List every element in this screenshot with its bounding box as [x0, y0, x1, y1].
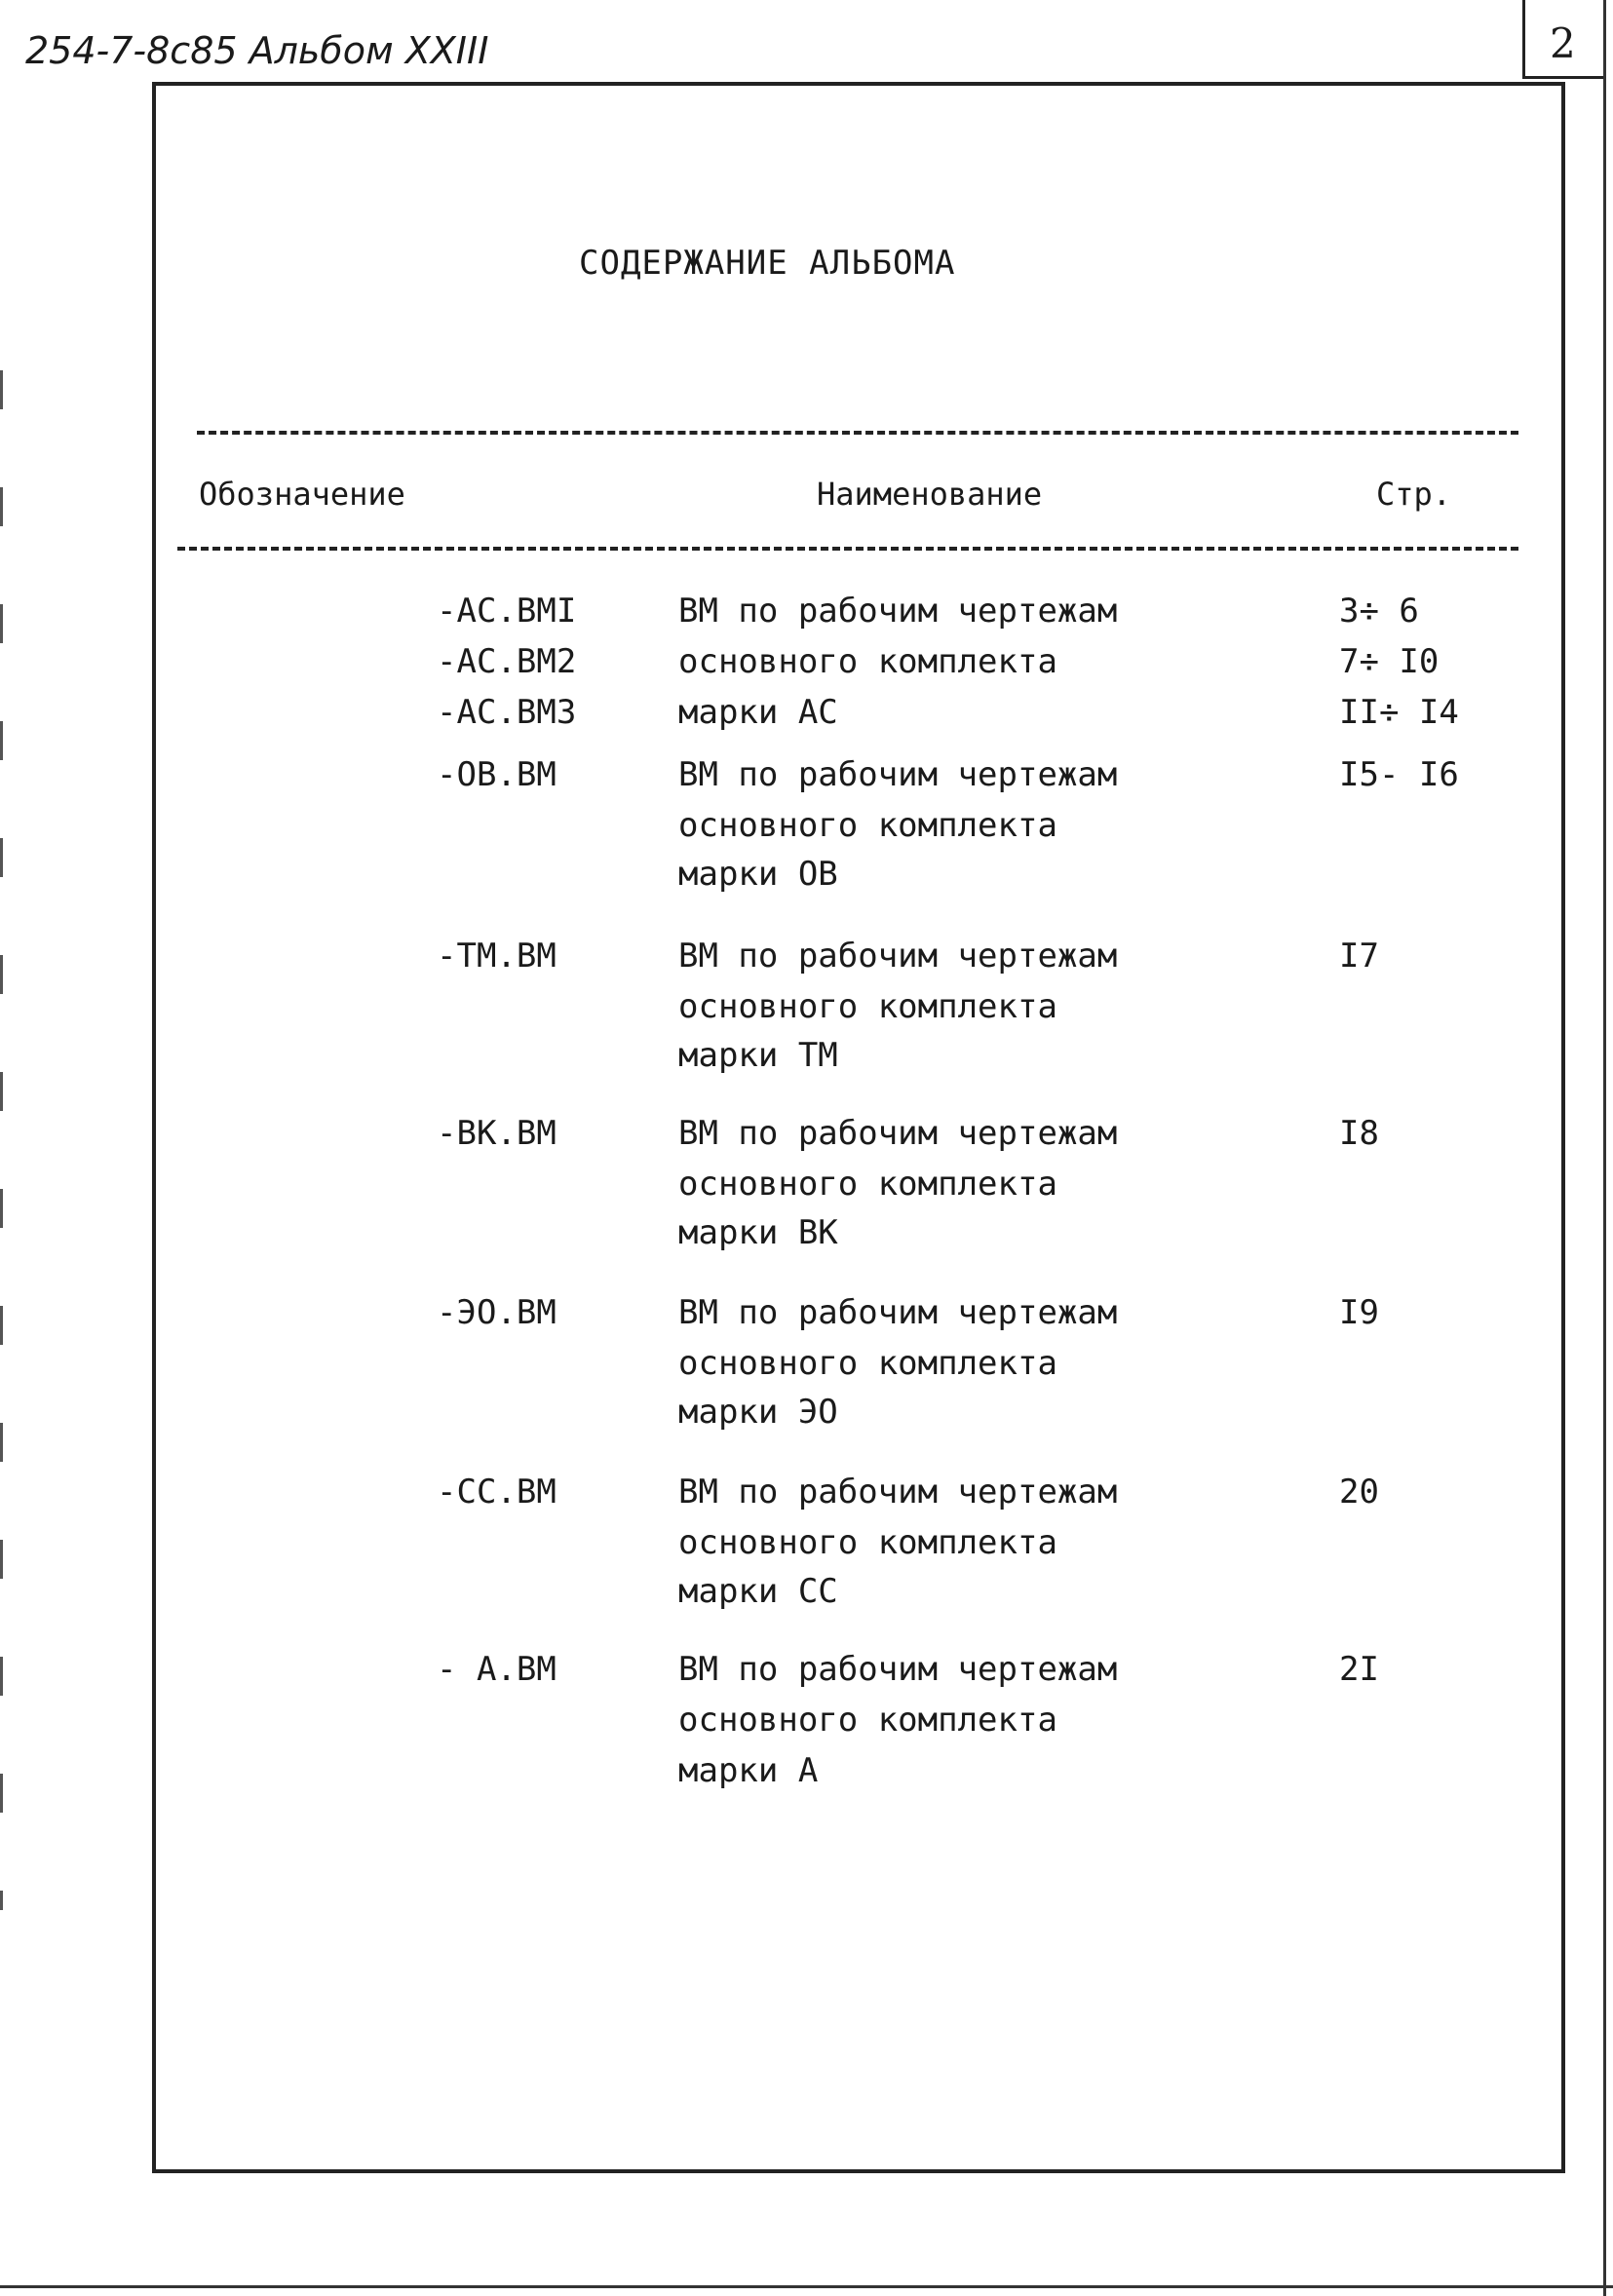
row-pages: I8 — [1339, 1114, 1379, 1153]
row-pages: II÷ I4 — [1339, 693, 1459, 732]
row-name: ВМ по рабочим чертежам — [678, 592, 1118, 631]
table-rule-top — [197, 431, 1518, 435]
page-number: 2 — [1550, 19, 1576, 67]
row-name-line: марки ТМ — [678, 1036, 838, 1075]
page-title: СОДЕРЖАНИЕ АЛЬБОМА — [579, 244, 956, 283]
row-pages: 2I — [1339, 1650, 1379, 1689]
row-name-line: марки А — [678, 1751, 819, 1790]
row-name-line: основного комплекта — [678, 806, 1057, 845]
row-code: - А.ВМ — [437, 1650, 557, 1689]
row-code: -ОВ.ВМ — [437, 755, 557, 794]
row-code: -ВК.ВМ — [437, 1114, 557, 1153]
row-name-line: основного комплекта — [678, 1701, 1057, 1740]
row-name-line: основного комплекта — [678, 1523, 1057, 1562]
row-code: -АС.ВМ3 — [437, 693, 577, 732]
row-code: -АС.ВМ2 — [437, 642, 577, 681]
row-name: марки АС — [678, 693, 838, 732]
column-header-page: Стр. — [1376, 476, 1452, 513]
row-name-line: основного комплекта — [678, 1165, 1057, 1204]
column-header-name: Наименование — [817, 476, 1043, 513]
column-header-designation: Обозначение — [199, 476, 405, 513]
table-rule-header — [177, 547, 1518, 551]
row-code: -ЭО.ВМ — [437, 1293, 557, 1332]
row-name-line: ВМ по рабочим чертежам — [678, 1114, 1118, 1153]
scan-edge-bottom — [0, 2285, 1613, 2288]
row-name-line: ВМ по рабочим чертежам — [678, 1293, 1118, 1332]
row-pages: I5- I6 — [1339, 755, 1459, 794]
row-name-line: ВМ по рабочим чертежам — [678, 755, 1118, 794]
row-code: -ТМ.ВМ — [437, 937, 557, 976]
row-name-line: марки ОВ — [678, 855, 838, 894]
document-code: 254-7-8с85 Альбом XXIII — [25, 29, 489, 72]
row-name-line: ВМ по рабочим чертежам — [678, 937, 1118, 976]
scan-edge-left — [0, 370, 3, 1910]
row-name-line: марки ЭО — [678, 1393, 838, 1432]
row-name: основного комплекта — [678, 642, 1057, 681]
row-name-line: ВМ по рабочим чертежам — [678, 1473, 1118, 1512]
row-code: -АС.ВМI — [437, 592, 577, 631]
row-pages: I9 — [1339, 1293, 1379, 1332]
row-pages: 7÷ I0 — [1339, 642, 1440, 681]
scan-edge-right — [1603, 0, 1606, 2296]
row-name-line: ВМ по рабочим чертежам — [678, 1650, 1118, 1689]
row-pages: 20 — [1339, 1473, 1379, 1512]
row-pages: 3÷ 6 — [1339, 592, 1419, 631]
row-name-line: основного комплекта — [678, 1344, 1057, 1383]
row-pages: I7 — [1339, 937, 1379, 976]
row-name-line: марки ВК — [678, 1213, 838, 1252]
row-code: -СС.ВМ — [437, 1473, 557, 1512]
row-name-line: марки СС — [678, 1572, 838, 1611]
row-name-line: основного комплекта — [678, 987, 1057, 1026]
